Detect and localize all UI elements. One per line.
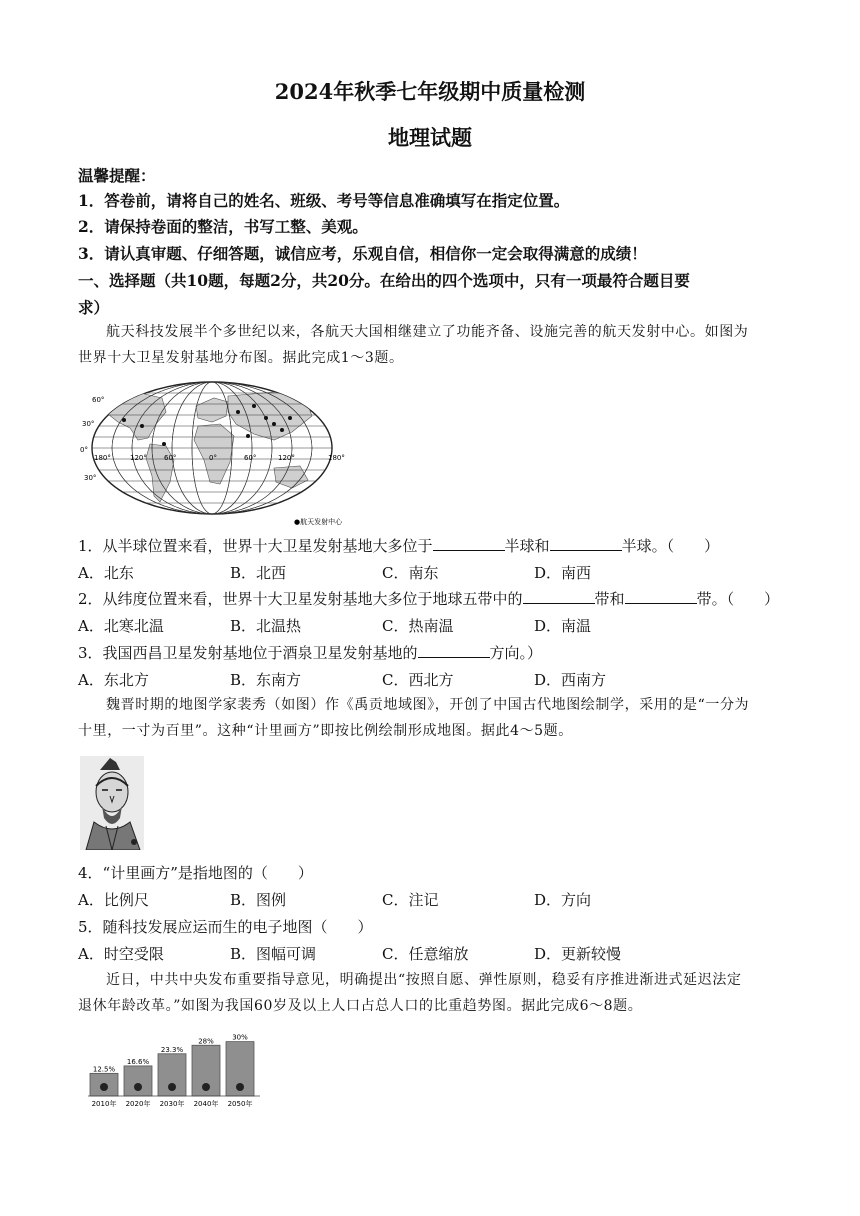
bar-category-label: 2020年 — [125, 1100, 151, 1108]
passage-3-line-2: 退休年龄改革。”如图为我国60岁及以上人口占总人口的比重趋势图。据此完成6～8题。 — [78, 998, 643, 1014]
lon-label-5: 60° — [244, 454, 257, 462]
bar-category-label: 2040年 — [193, 1100, 219, 1108]
lat-label-0: 0° — [80, 446, 88, 454]
q1-blank-1 — [433, 536, 505, 551]
passage-2-line-2: 十里，一寸为百里”。这种“计里画方”即按比例绘制形成地图。据此4～5题。 — [78, 723, 573, 739]
elderly-figure-icon — [134, 1083, 142, 1091]
lat-label-30n: 30° — [82, 420, 95, 428]
q4-option-b[interactable]: B．图例 — [230, 891, 287, 909]
q1-blank-2 — [550, 536, 622, 551]
notice-heading: 温馨提醒： — [78, 166, 156, 185]
q3-option-a[interactable]: A．东北方 — [78, 671, 149, 689]
notice-item-1: 1．答卷前，请将自己的姓名、班级、考号等信息准确填写在指定位置。 — [78, 191, 570, 210]
passage-3 — [78, 967, 782, 1019]
lat-label-30s: 30° — [84, 474, 97, 482]
passage-1-line-2: 世界十大卫星发射基地分布图。据此完成1～3题。 — [78, 350, 404, 366]
q2-option-b[interactable]: B．北温热 — [230, 617, 302, 635]
q2-blank-1 — [523, 589, 595, 604]
elderly-figure-icon — [100, 1083, 108, 1091]
q2-stem-mid: 带和 — [594, 590, 625, 608]
pei-xiu-portrait — [80, 756, 144, 850]
lat-label-60n: 60° — [92, 396, 105, 404]
passage-2 — [78, 692, 782, 744]
question-5: 5．随科技发展应运而生的电子地图（ ） — [78, 918, 373, 936]
portrait-drawing — [80, 756, 144, 850]
lon-label-2: 120° — [130, 454, 147, 462]
exam-title: 2024年秋季七年级期中质量检测 — [274, 79, 586, 104]
q1-stem-mid: 半球和 — [504, 537, 550, 555]
q5-option-d[interactable]: D．更新较慢 — [534, 945, 622, 963]
bar-value-label: 16.6% — [126, 1057, 150, 1066]
q5-option-c[interactable]: C．任意缩放 — [382, 945, 469, 963]
lon-label-6: 120° — [278, 454, 295, 462]
q1-option-b[interactable]: B．北西 — [230, 564, 287, 582]
q2-blank-2 — [625, 589, 697, 604]
passage-1-line-1: 航天科技发展半个多世纪以来，各航天大国相继建立了功能齐备、设施完善的航天发射中心。如图为 — [106, 324, 749, 340]
question-2 — [78, 588, 779, 609]
bar-category-label: 2050年 — [227, 1100, 253, 1108]
question-3 — [78, 642, 542, 663]
q4-option-a[interactable]: A．比例尺 — [78, 891, 149, 909]
elderly-figure-icon — [168, 1083, 176, 1091]
bar-category-label: 2010年 — [91, 1100, 117, 1108]
bar-value-label: 12.5% — [92, 1065, 116, 1074]
q1-option-c[interactable]: C．南东 — [382, 564, 439, 582]
q2-stem-suffix: 带。（ ） — [696, 590, 780, 608]
world-map — [78, 378, 350, 528]
exam-subtitle: 地理试题 — [388, 125, 472, 150]
lon-label-1: 180° — [94, 454, 111, 462]
q3-blank — [418, 643, 490, 658]
notice-item-3: 3．请认真审题、仔细答题，诚信应考，乐观自信，相信你一定会取得满意的成绩！ — [78, 244, 647, 263]
q3-option-b[interactable]: B．东南方 — [230, 671, 302, 689]
lon-label-3: 60° — [164, 454, 177, 462]
q1-stem-prefix: 1．从半球位置来看，世界十大卫星发射基地大多位于 — [78, 537, 433, 555]
world-map-figure — [78, 378, 350, 528]
q3-stem-prefix: 3．我国西昌卫星发射基地位于酒泉卫星发射基地的 — [78, 644, 418, 662]
map-legend: ●航天发射中心 — [294, 518, 343, 526]
passage-2-line-1: 魏晋时期的地图学家裴秀（如图）作《禹贡地域图》，开创了中国古代地图绘制学，采用的是“一分为 — [106, 697, 750, 713]
q5-option-a[interactable]: A．时空受限 — [78, 945, 164, 963]
bar-value-label: 28% — [198, 1037, 214, 1046]
q1-option-a[interactable]: A．北东 — [78, 564, 134, 582]
q1-option-d[interactable]: D．南西 — [534, 564, 592, 582]
q2-option-a[interactable]: A．北寒北温 — [78, 617, 164, 635]
passage-3-line-1: 近日，中共中央发布重要指导意见，明确提出“按照自愿、弹性原则，稳妥有序推进渐进式延迟法定 — [106, 972, 742, 988]
q3-option-d[interactable]: D．西南方 — [534, 671, 607, 689]
q1-stem-suffix: 半球。（ ） — [621, 537, 720, 555]
q2-option-d[interactable]: D．南温 — [534, 617, 592, 635]
elderly-figure-icon — [202, 1083, 210, 1091]
question-1 — [78, 535, 719, 556]
q5-option-b[interactable]: B．图幅可调 — [230, 945, 317, 963]
q2-option-c[interactable]: C．热南温 — [382, 617, 454, 635]
passage-1 — [78, 319, 782, 371]
section-heading-cont: 求） — [78, 298, 110, 317]
question-4: 4．“计里画方”是指地图的（ ） — [78, 864, 313, 882]
elderly-figure-icon — [236, 1083, 244, 1091]
lon-label-4: 0° — [209, 454, 217, 462]
q4-option-c[interactable]: C．注记 — [382, 891, 439, 909]
bar-2020年 — [124, 1066, 152, 1096]
lon-label-7: 180° — [328, 454, 345, 462]
bar-value-label: 23.3% — [160, 1045, 184, 1054]
bar-value-label: 30% — [232, 1033, 248, 1042]
notice-item-2: 2．请保持卷面的整洁，书写工整、美观。 — [78, 217, 368, 236]
q2-stem-prefix: 2．从纬度位置来看，世界十大卫星发射基地大多位于地球五带中的 — [78, 590, 523, 608]
q3-stem-suffix: 方向。） — [489, 644, 543, 662]
aging-population-chart — [84, 1024, 264, 1114]
q3-option-c[interactable]: C．西北方 — [382, 671, 454, 689]
aging-chart-svg — [84, 1024, 264, 1114]
section-heading: 一、选择题（共10题，每题2分，共20分。在给出的四个选项中，只有一项最符合题目要 — [78, 271, 690, 290]
bar-category-label: 2030年 — [159, 1100, 185, 1108]
q4-option-d[interactable]: D．方向 — [534, 891, 592, 909]
